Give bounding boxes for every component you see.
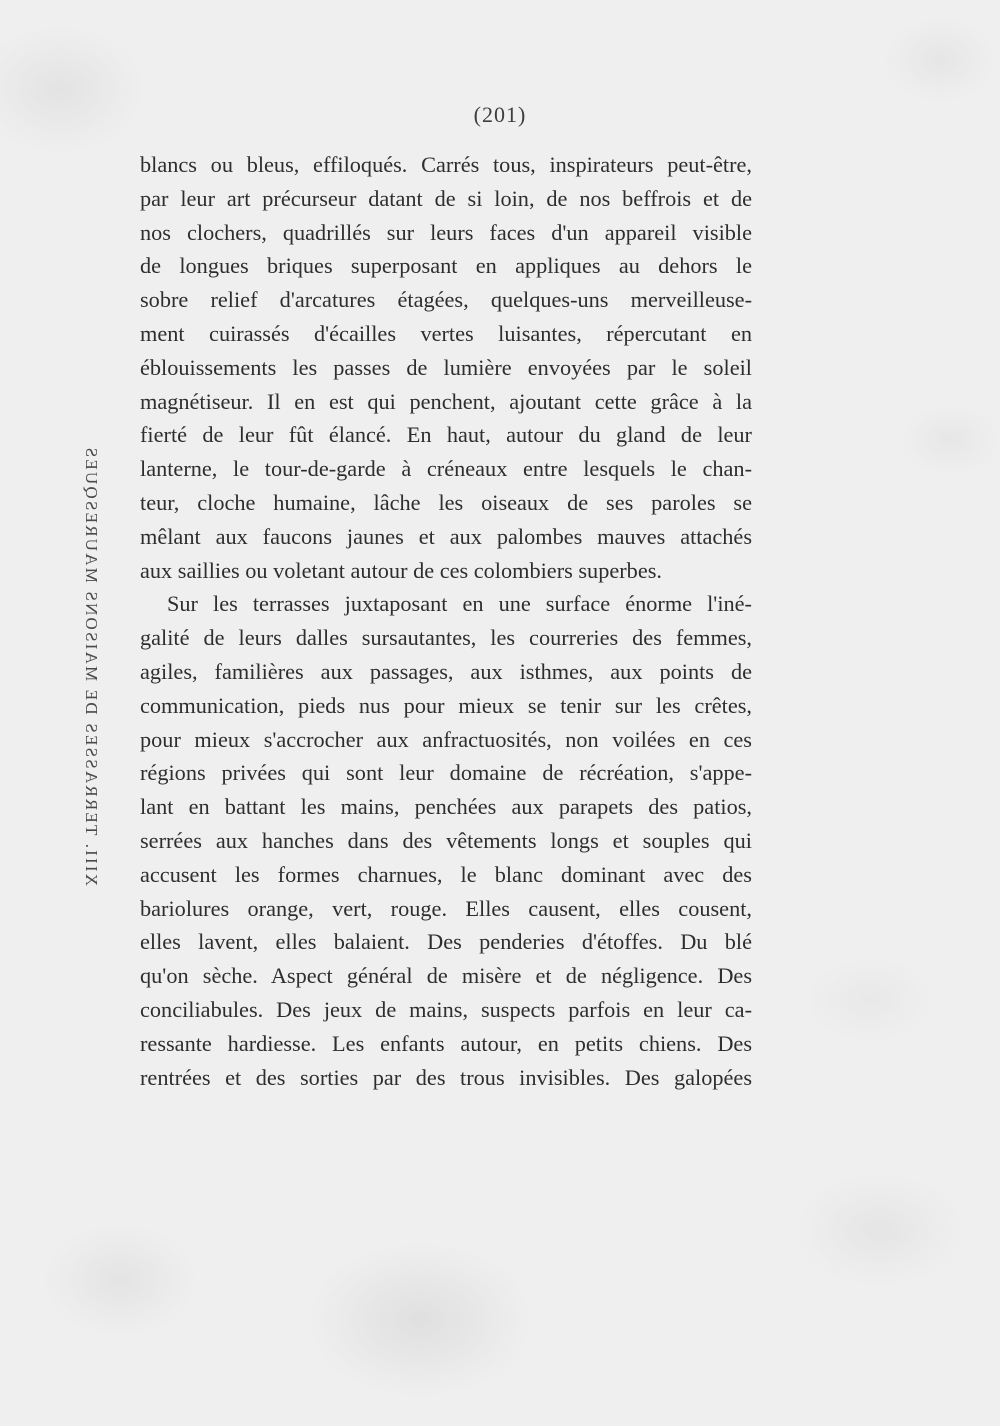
text-line: bariolures orange, vert, rouge. Elles causent, elles cousent, bbox=[140, 895, 752, 921]
text-line: fierté de leur fût élancé. En haut, autour du gland de leur bbox=[140, 422, 752, 448]
text-line: communication, pieds nus pour mieux se tenir sur les crêtes, bbox=[140, 692, 752, 718]
text-line: accusent les formes charnues, le blanc dominant avec des bbox=[140, 861, 752, 887]
text-line: conciliabules. Des jeux de mains, suspects parfois en leur ca- bbox=[140, 996, 752, 1022]
text-line: mêlant aux faucons jaunes et aux palombes mauves attachés bbox=[140, 523, 752, 549]
text-line: lant en battant les mains, penchées aux parapets des patios, bbox=[140, 794, 752, 820]
page-number: (201) bbox=[473, 102, 527, 127]
text-line: blancs ou bleus, effiloqués. Carrés tous, inspirateurs peut-être, bbox=[140, 152, 752, 177]
text-line: qu'on sèche. Aspect général de misère et de négligence. Des bbox=[140, 963, 752, 989]
text-line: Sur les terrasses juxtaposant en une surface énorme l'iné- bbox=[167, 591, 752, 617]
text-line: sobre relief d'arcatures étagées, quelques-uns merveilleuse- bbox=[140, 287, 752, 313]
text-line: de longues briques superposant en appliques au dehors le bbox=[140, 253, 752, 279]
text-line: galité de leurs dalles sursautantes, les courreries des femmes, bbox=[140, 625, 752, 651]
body-text bbox=[140, 148, 752, 1094]
running-head: XIII. TERRASSES DE MAISONS MAURESQUES bbox=[82, 445, 101, 886]
text-line: aux saillies ou voletant autour de ces colombiers superbes. bbox=[140, 557, 662, 583]
text-line: nos clochers, quadrillés sur leurs faces d'un appareil visible bbox=[140, 219, 752, 245]
text-line: magnétiseur. Il en est qui penchent, ajoutant cette grâce à la bbox=[140, 388, 752, 414]
text-line: par leur art précurseur datant de si loin, de nos beffrois et de bbox=[140, 185, 752, 211]
text-line: éblouissements les passes de lumière envoyées par le soleil bbox=[140, 354, 752, 380]
text-line: teur, cloche humaine, lâche les oiseaux de ses paroles se bbox=[140, 489, 752, 515]
text-line: régions privées qui sont leur domaine de récréation, s'appe- bbox=[140, 760, 752, 786]
text-line: pour mieux s'accrocher aux anfractuosités, non voilées en ces bbox=[140, 726, 752, 752]
text-line: serrées aux hanches dans des vêtements longs et souples qui bbox=[140, 827, 752, 853]
text-line: lanterne, le tour-de-garde à créneaux entre lesquels le chan- bbox=[140, 456, 752, 482]
text-line: ment cuirassés d'écailles vertes luisantes, répercutant en bbox=[140, 320, 752, 346]
text-line: rentrées et des sorties par des trous invisibles. Des galopées bbox=[140, 1064, 752, 1090]
text-line: elles lavent, elles balaient. Des penderies d'étoffes. Du blé bbox=[140, 929, 752, 955]
text-line: agiles, familières aux passages, aux isthmes, aux points de bbox=[140, 658, 752, 684]
text-line: ressante hardiesse. Les enfants autour, en petits chiens. Des bbox=[140, 1030, 752, 1056]
